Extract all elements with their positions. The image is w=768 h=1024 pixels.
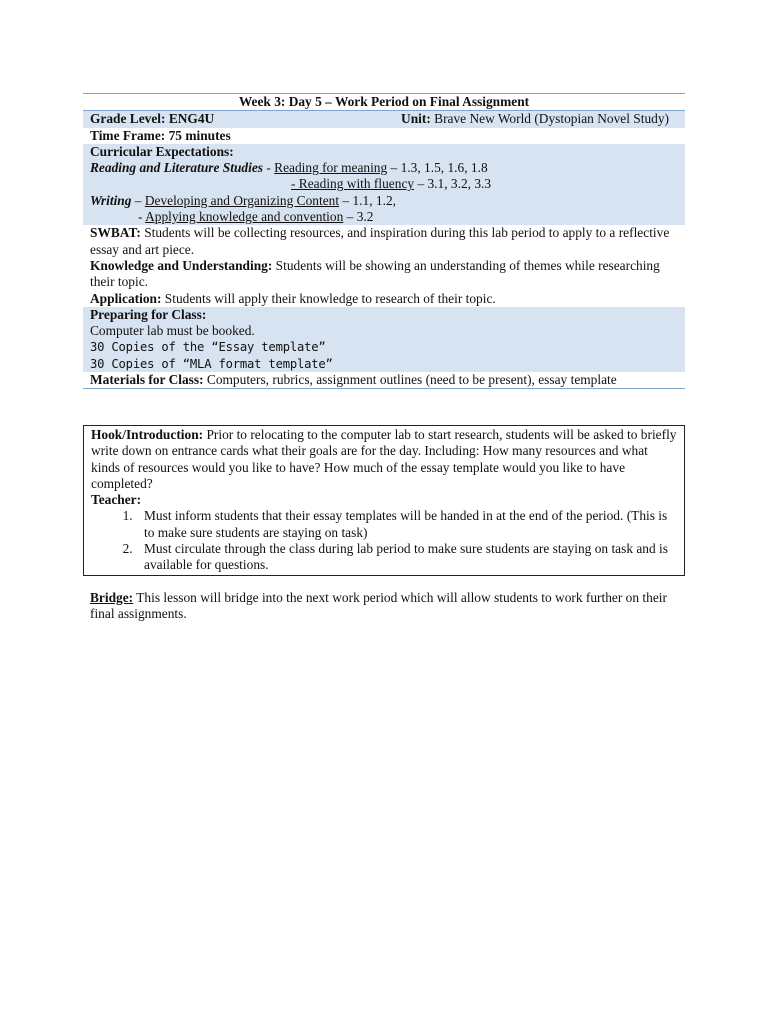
preparing-item: 30 Copies of “MLA format template” xyxy=(90,356,333,371)
curricular-heading: Curricular Expectations: xyxy=(90,143,234,159)
reading-meaning: Reading for meaning xyxy=(274,160,388,176)
application: Application: Students will apply their knowledge to research of their topic. xyxy=(90,290,496,306)
bridge-paragraph xyxy=(90,590,680,623)
hook-introduction: Hook/Introduction: Prior to relocating to the computer lab to start research, students will be asked to briefly write down on entrance cards what their goals are for the day. Including: How many resources and what kinds of resources would you like to have? How much of the essay template would you like to have completed? xyxy=(91,427,677,491)
preparing-heading: Preparing for Class: xyxy=(90,306,207,322)
lesson-plan-table xyxy=(83,93,685,389)
materials-label: Materials for Class: xyxy=(90,372,204,388)
time-frame: Time Frame: 75 minutes xyxy=(90,127,231,143)
writing-strand: Writing xyxy=(90,192,132,208)
preparing-item: Computer lab must be booked. xyxy=(90,323,255,339)
writing-developing: Developing and Organizing Content xyxy=(144,192,340,208)
hook-introduction-box xyxy=(83,425,685,576)
grade-level: Grade Level: ENG4U xyxy=(90,111,215,127)
lesson-title: Week 3: Day 5 – Work Period on Final Assignment xyxy=(83,94,685,111)
teacher-heading: Teacher: xyxy=(91,492,142,508)
materials-text: Computers, rubrics, assignment outlines (need to be present), essay template xyxy=(203,372,617,388)
reading-strand-line: Reading and Literature Studies - Reading for meaning – 1.3, 1.5, 1.6, 1.8 xyxy=(90,160,488,176)
unit-value: Brave New World (Dystopian Novel Study) xyxy=(434,111,669,127)
writing-strand-line: Writing – Developing and Organizing Content – 1.1, 1.2, xyxy=(90,192,396,208)
writing-applying: Applying knowledge and convention xyxy=(145,209,344,225)
unit xyxy=(401,111,669,127)
bridge-text: This lesson will bridge into the next work period which will allow students to work further on their final assignments. xyxy=(90,590,667,622)
knowledge-understanding: Knowledge and Understanding: Students will be showing an understanding of themes while researching their topic. xyxy=(90,257,660,290)
reading-strand: Reading and Literature Studies xyxy=(90,160,263,176)
teacher-list xyxy=(91,508,677,573)
reading-fluency: - Reading with fluency xyxy=(291,176,415,192)
grade-unit-row xyxy=(83,111,685,127)
swbat: SWBAT: Students will be collecting resources, and inspiration during this lab period to apply to a reflective essay and art piece. xyxy=(90,225,670,257)
bridge-label: Bridge: xyxy=(90,590,134,605)
preparing-item: 30 Copies of the “Essay template” xyxy=(90,340,326,355)
preparing-for-class xyxy=(83,307,685,372)
objectives xyxy=(83,225,685,306)
curricular-expectations xyxy=(83,144,685,225)
reading-fluency-line: - Reading with fluency – 3.1, 3.2, 3.3 xyxy=(291,176,492,192)
materials-row xyxy=(83,372,685,388)
time-frame-row xyxy=(83,128,685,144)
list-item: 2. Must circulate through the class during lab period to make sure students are staying on task and is available for questions. xyxy=(136,541,677,574)
unit-label: Unit: xyxy=(401,111,431,127)
writing-applying-line: - Applying knowledge and convention – 3.2 xyxy=(138,209,374,225)
list-item: 1. Must inform students that their essay templates will be handed in at the end of the period. (This is to make sure students are staying on task) xyxy=(136,508,677,541)
